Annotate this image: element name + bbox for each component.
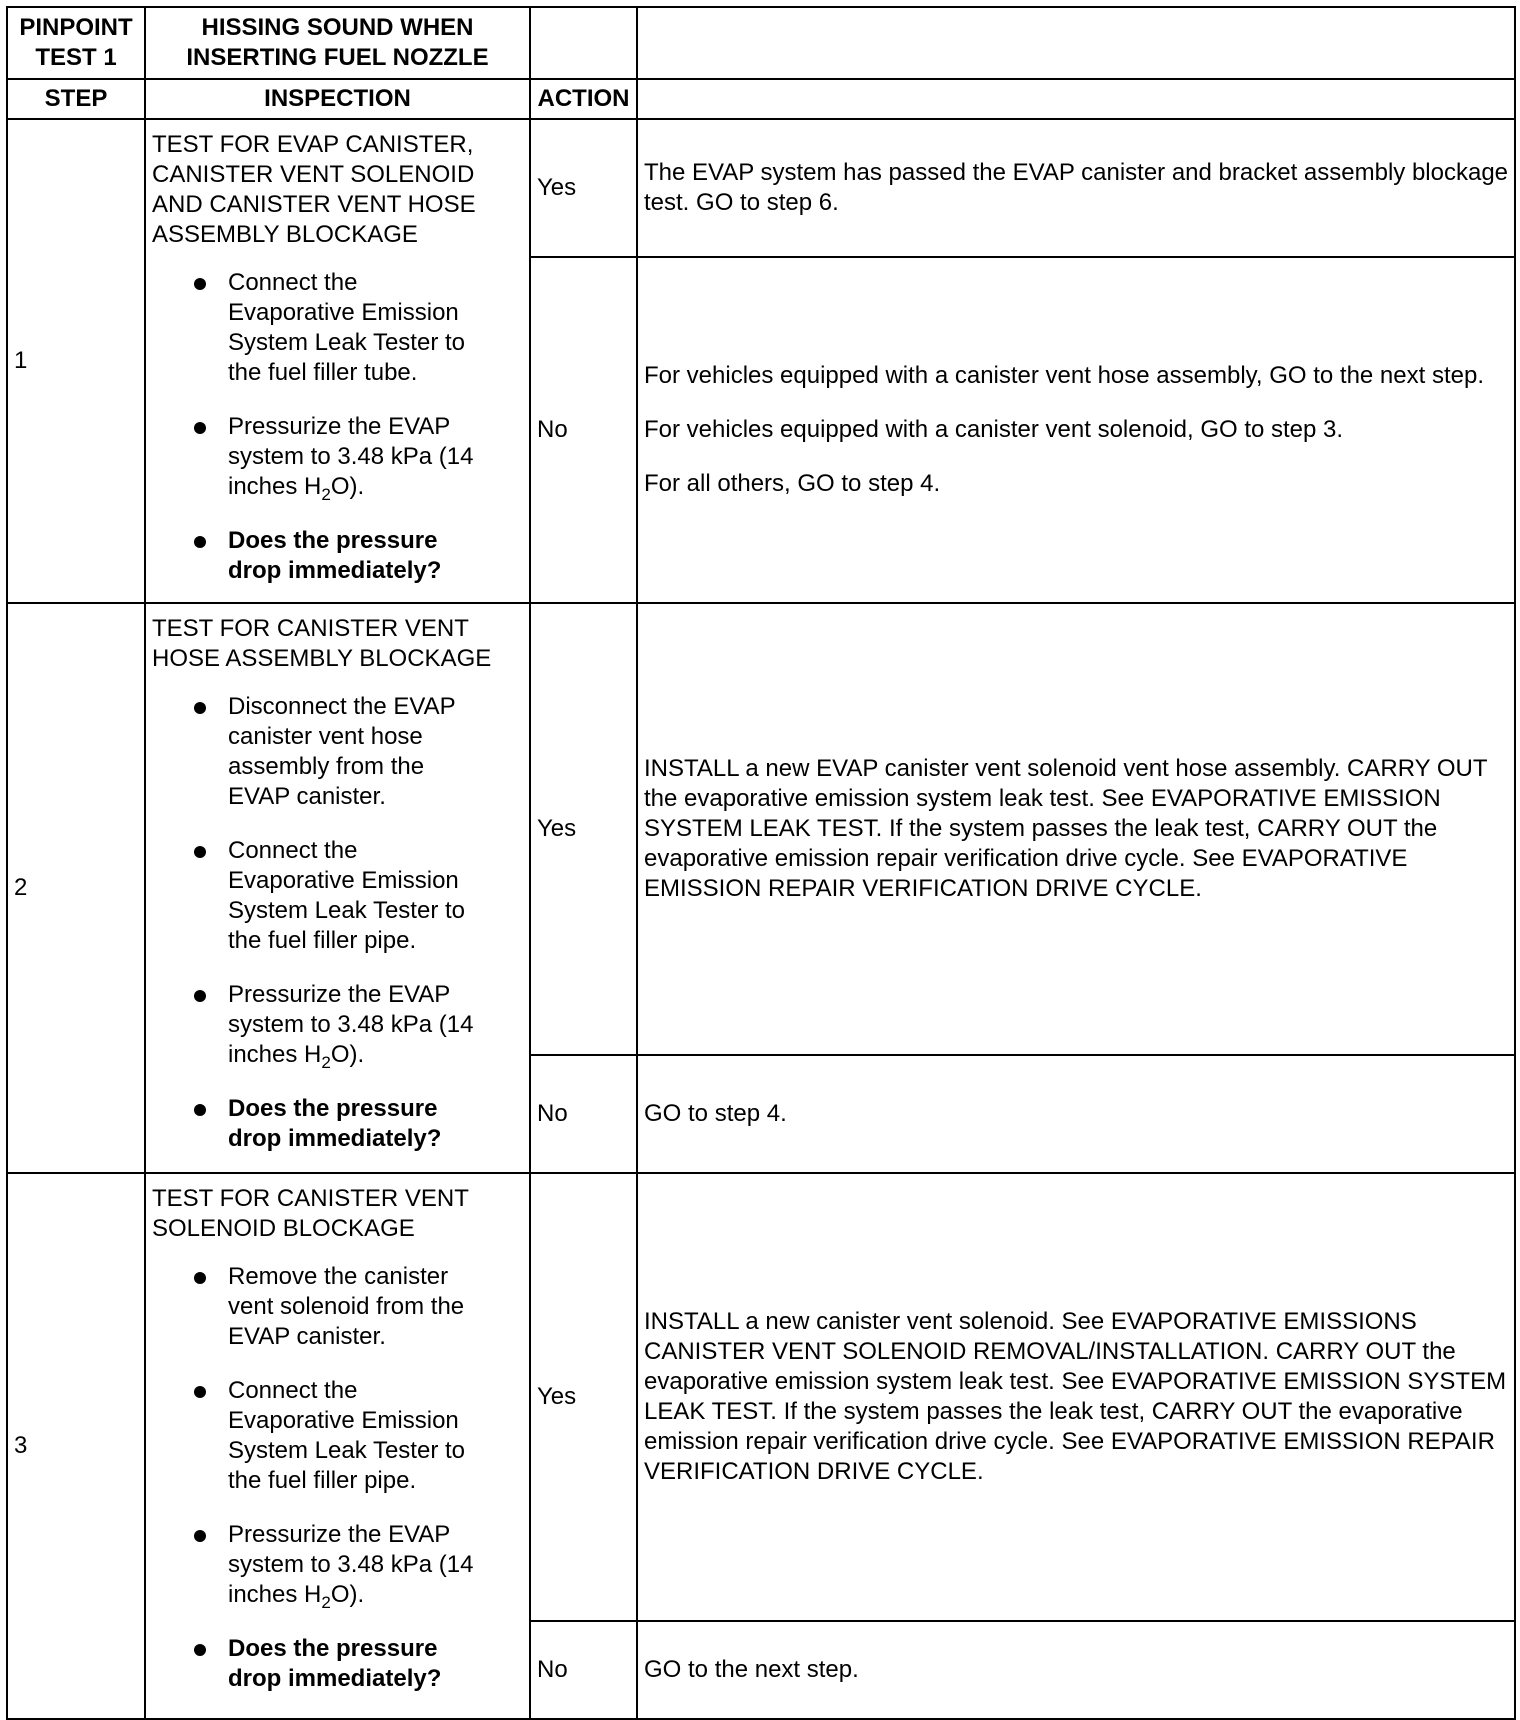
inspection-bullet bbox=[192, 526, 523, 586]
bullet-line: Connect the bbox=[228, 1377, 358, 1404]
inspection-title bbox=[152, 130, 523, 250]
answer-yes-label: Yes bbox=[530, 603, 637, 1055]
bullet-line: Evaporative Emission bbox=[228, 867, 459, 894]
bullet-line: Pressurize the EVAP bbox=[228, 981, 451, 1008]
bullet-dot-icon bbox=[194, 1272, 206, 1284]
bullet-line: Evaporative Emission bbox=[228, 1407, 459, 1434]
bullet-line: system to 3.48 kPa (14 bbox=[228, 1551, 474, 1578]
inspection-bullet bbox=[192, 268, 523, 388]
bullet-line: drop immediately? bbox=[228, 557, 442, 584]
bullet-line: the fuel filler pipe. bbox=[228, 1467, 417, 1494]
answer-yes-label: Yes bbox=[530, 119, 637, 257]
bullet-line: System Leak Tester to bbox=[228, 1437, 465, 1464]
bullet-line: Connect the bbox=[228, 269, 358, 296]
inspection-bullet bbox=[192, 1376, 523, 1496]
bullet-line: Remove the canister bbox=[228, 1263, 449, 1290]
pinpoint-line1: PINPOINT bbox=[19, 14, 133, 41]
h2o-subscript: 2 bbox=[321, 1592, 331, 1612]
bullet-line: drop immediately? bbox=[228, 1125, 442, 1152]
bullet-dot-icon bbox=[194, 1530, 206, 1542]
bullet-line: assembly from the bbox=[228, 753, 425, 780]
step-number: 3 bbox=[7, 1173, 145, 1719]
inspection-bullet bbox=[192, 692, 523, 812]
bullet-line: Evaporative Emission bbox=[228, 299, 459, 326]
inspection-title-line: TEST FOR CANISTER VENT bbox=[152, 1185, 469, 1212]
action-paragraph: For all others, GO to step 4. bbox=[644, 470, 941, 497]
step-number: 1 bbox=[7, 119, 145, 603]
bullet-line-h2o bbox=[228, 1040, 523, 1070]
step-number: 2 bbox=[7, 603, 145, 1173]
inspection-cell bbox=[145, 119, 530, 603]
inspection-cell bbox=[145, 1173, 530, 1719]
answer-yes-action bbox=[637, 603, 1515, 1055]
bullet-line: system to 3.48 kPa (14 bbox=[228, 443, 474, 470]
step-row-yes bbox=[7, 1173, 1515, 1621]
h2o-suffix: O). bbox=[330, 1581, 365, 1608]
bullet-line-h2o bbox=[228, 472, 523, 502]
answer-no-action bbox=[637, 1621, 1515, 1719]
bullet-dot-icon bbox=[194, 1104, 206, 1116]
h2o-suffix: O). bbox=[330, 473, 365, 500]
h2o-prefix: inches H bbox=[228, 1041, 322, 1068]
column-header-action: ACTION bbox=[530, 79, 637, 119]
answer-no-action bbox=[637, 257, 1515, 603]
test-title-line2: INSERTING FUEL NOZZLE bbox=[186, 44, 489, 71]
step-row-yes bbox=[7, 119, 1515, 257]
action-paragraph: INSTALL a new canister vent solenoid. See EVAPORATIVE EMISSIONS CANISTER VENT SOLENOID REMOVAL/INSTALLATION. CARRY OUT the evaporative emission system leak test. See EVAPORATIVE EMISSION SYSTEM LEAK TEST. If the system passes the leak test, CARRY OUT the evaporative emission repair verification drive cycle. See EVAPORATIVE EMISSION REPAIR VERIFICATION DRIVE CYCLE. bbox=[644, 1308, 1507, 1485]
bullet-line: Disconnect the EVAP bbox=[228, 693, 456, 720]
inspection-bullet bbox=[192, 412, 523, 502]
answer-yes-action bbox=[637, 119, 1515, 257]
bullet-line: EVAP canister. bbox=[228, 783, 386, 810]
bullet-line: Pressurize the EVAP bbox=[228, 413, 451, 440]
h2o-prefix: inches H bbox=[228, 473, 322, 500]
bullet-line: canister vent hose bbox=[228, 723, 423, 750]
title-row-empty-cell bbox=[530, 7, 637, 79]
h2o-subscript: 2 bbox=[321, 1052, 331, 1072]
bullet-line: System Leak Tester to bbox=[228, 897, 465, 924]
action-paragraph: GO to step 4. bbox=[644, 1100, 787, 1127]
bullet-line: system to 3.48 kPa (14 bbox=[228, 1011, 474, 1038]
inspection-title bbox=[152, 614, 523, 674]
inspection-title-line: CANISTER VENT SOLENOID bbox=[152, 161, 475, 188]
bullet-dot-icon bbox=[194, 278, 206, 290]
inspection-bullet bbox=[192, 1520, 523, 1610]
inspection-title-line: AND CANISTER VENT HOSE bbox=[152, 191, 476, 218]
answer-no-label: No bbox=[530, 1055, 637, 1173]
inspection-bullet-list bbox=[152, 692, 523, 1154]
inspection-title-line: TEST FOR EVAP CANISTER, bbox=[152, 131, 474, 158]
bullet-dot-icon bbox=[194, 846, 206, 858]
pinpoint-test-table bbox=[6, 6, 1516, 1720]
inspection-bullet bbox=[192, 1094, 523, 1154]
test-title-line1: HISSING SOUND WHEN bbox=[201, 14, 474, 41]
column-header-step: STEP bbox=[7, 79, 145, 119]
answer-yes-action bbox=[637, 1173, 1515, 1621]
answer-no-action bbox=[637, 1055, 1515, 1173]
bullet-line: Pressurize the EVAP bbox=[228, 1521, 451, 1548]
test-title bbox=[145, 7, 530, 79]
title-row bbox=[7, 7, 1515, 79]
column-header-empty-cell bbox=[637, 79, 1515, 119]
inspection-bullet-list bbox=[152, 1262, 523, 1694]
bullet-dot-icon bbox=[194, 1644, 206, 1656]
bullet-line-h2o bbox=[228, 1580, 523, 1610]
h2o-prefix: inches H bbox=[228, 1581, 322, 1608]
bullet-line: Does the pressure bbox=[228, 1095, 438, 1122]
step-row-yes bbox=[7, 603, 1515, 1055]
inspection-bullet bbox=[192, 836, 523, 956]
bullet-line: the fuel filler pipe. bbox=[228, 927, 417, 954]
bullet-line: Does the pressure bbox=[228, 527, 438, 554]
inspection-title-line: HOSE ASSEMBLY BLOCKAGE bbox=[152, 645, 492, 672]
inspection-title bbox=[152, 1184, 523, 1244]
bullet-line: EVAP canister. bbox=[228, 1323, 386, 1350]
answer-yes-label: Yes bbox=[530, 1173, 637, 1621]
bullet-dot-icon bbox=[194, 990, 206, 1002]
pinpoint-line2: TEST 1 bbox=[35, 44, 117, 71]
action-paragraph: For vehicles equipped with a canister vent hose assembly, GO to the next step. bbox=[644, 362, 1484, 389]
title-row-empty-cell bbox=[637, 7, 1515, 79]
action-paragraph: GO to the next step. bbox=[644, 1656, 859, 1683]
answer-no-label: No bbox=[530, 1621, 637, 1719]
inspection-cell bbox=[145, 603, 530, 1173]
column-header-inspection: INSPECTION bbox=[145, 79, 530, 119]
inspection-bullet bbox=[192, 1634, 523, 1694]
bullet-line: System Leak Tester to bbox=[228, 329, 465, 356]
inspection-bullet bbox=[192, 980, 523, 1070]
action-paragraph: INSTALL a new EVAP canister vent solenoid vent hose assembly. CARRY OUT the evaporative emission system leak test. See EVAPORATIVE EMISSION SYSTEM LEAK TEST. If the system passes the leak test, CARRY OUT the evaporative emission repair verification drive cycle. See EVAPORATIVE EMISSION REPAIR VERIFICATION DRIVE CYCLE. bbox=[644, 755, 1488, 902]
bullet-line: drop immediately? bbox=[228, 1665, 442, 1692]
inspection-bullet-list bbox=[152, 268, 523, 586]
bullet-line: Connect the bbox=[228, 837, 358, 864]
h2o-suffix: O). bbox=[330, 1041, 365, 1068]
inspection-bullet bbox=[192, 1262, 523, 1352]
pinpoint-label bbox=[7, 7, 145, 79]
inspection-title-line: TEST FOR CANISTER VENT bbox=[152, 615, 469, 642]
action-paragraph: The EVAP system has passed the EVAP canister and bracket assembly blockage test. GO to step 6. bbox=[644, 159, 1509, 216]
bullet-dot-icon bbox=[194, 702, 206, 714]
bullet-line: Does the pressure bbox=[228, 1635, 438, 1662]
column-header-row bbox=[7, 79, 1515, 119]
bullet-dot-icon bbox=[194, 536, 206, 548]
bullet-line: the fuel filler tube. bbox=[228, 359, 418, 386]
h2o-subscript: 2 bbox=[321, 484, 331, 504]
bullet-dot-icon bbox=[194, 422, 206, 434]
action-paragraph: For vehicles equipped with a canister vent solenoid, GO to step 3. bbox=[644, 416, 1344, 443]
answer-no-label: No bbox=[530, 257, 637, 603]
inspection-title-line: ASSEMBLY BLOCKAGE bbox=[152, 221, 418, 248]
inspection-title-line: SOLENOID BLOCKAGE bbox=[152, 1215, 415, 1242]
bullet-dot-icon bbox=[194, 1386, 206, 1398]
bullet-line: vent solenoid from the bbox=[228, 1293, 465, 1320]
